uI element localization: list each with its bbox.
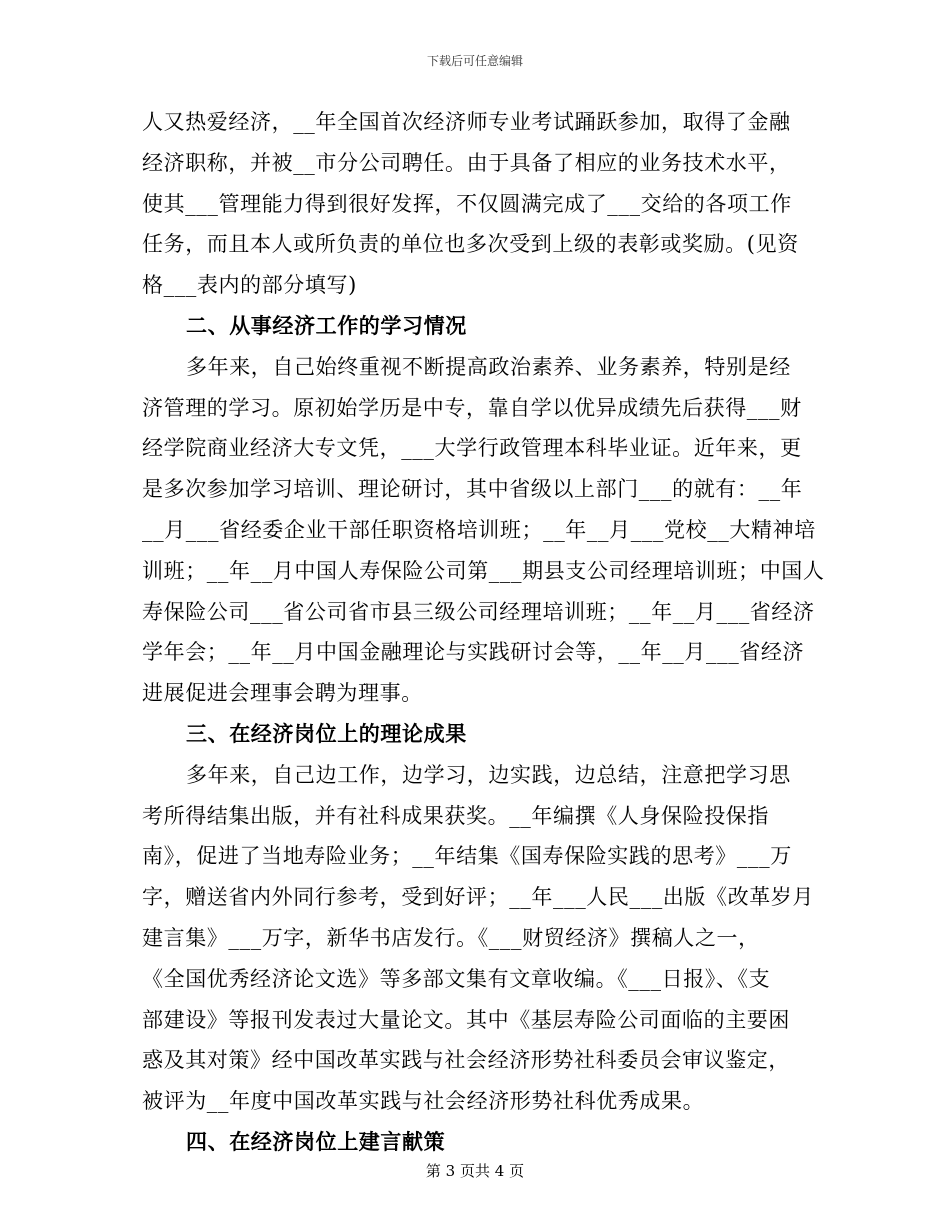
text-line: 寿保险公司___省公司省市县三级公司经理培训班；__年__月___省经济 [142,599,815,624]
text-line: 《全国优秀经济论文选》等多部文集有文章收编。《___日报》、《支 [142,966,771,991]
section-heading: 四、在经济岗位上建言献策 [186,1129,446,1154]
text-line: 多年来，自己始终重视不断提高政治素养、业务素养，特别是经 [186,354,791,379]
text-line: 进展促进会理事会聘为理事。 [142,681,423,706]
text-line: 任务，而且本人或所负责的单位也多次受到上级的表彰或奖励。(见资 [142,232,799,257]
text-line: 部建设》等报刊发表过大量论文。其中《基层寿险公司面临的主要困 [142,1007,790,1032]
text-line: 建言集》___万字，新华书店发行。《___财贸经济》撰稿人之一， [142,925,760,950]
page-footer: 第 3 页共 4 页 [425,1162,525,1180]
text-line: 使其___管理能力得到很好发挥，不仅圆满完成了___交给的各项工作 [142,191,792,216]
text-line: 济管理的学习。原初始学历是中专，靠自学以优异成绩先后获得___财 [142,395,802,420]
text-line: __月___省经委企业干部任职资格培训班；__年__月___党校__大精神培 [142,517,816,542]
text-line: 学年会；__年__月中国金融理论与实践研讨会等，__年__月___省经济 [142,640,805,665]
text-line: 惑及其对策》经中国改革实践与社会经济形势社科委员会审议鉴定， [142,1048,790,1073]
text-line: 被评为__年度中国改革实践与社会经济形势社科优秀成果。 [142,1089,705,1114]
text-line: 训班；__年__月中国人寿保险公司第___期县支公司经理培训班；中国人 [142,558,825,583]
page-header: 下载后可任意编辑 [426,54,523,68]
text-line: 考所得结集出版，并有社科成果获奖。__年编撰《人身保险投保指 [142,803,769,828]
text-line: 经学院商业经济大专文凭，___大学行政管理本科毕业证。近年来，更 [142,436,802,461]
text-line: 经济职称，并被__市分公司聘任。由于具备了相应的业务技术水平， [142,150,791,175]
text-line: 字，赠送省内外同行参考，受到好评；__年___人民___出版《改革岁月 [142,885,814,910]
text-line: 多年来，自己边工作，边学习，边实践，边总结，注意把学习思 [186,762,791,787]
section-heading: 二、从事经济工作的学习情况 [186,313,467,338]
text-line: 人又热爱经济，__年全国首次经济师专业考试踊跃参加，取得了金融 [142,110,791,134]
text-line: 南》，促进了当地寿险业务；__年结集《国寿保险实践的思考》___万 [142,844,792,869]
text-line: 格___表内的部分填写) [142,273,357,298]
section-heading: 三、在经济岗位上的理论成果 [186,721,467,746]
document-body [142,102,825,1163]
text-line: 是多次参加学习培训、理论研讨，其中省级以上部门___的就有：__年 [142,477,803,502]
